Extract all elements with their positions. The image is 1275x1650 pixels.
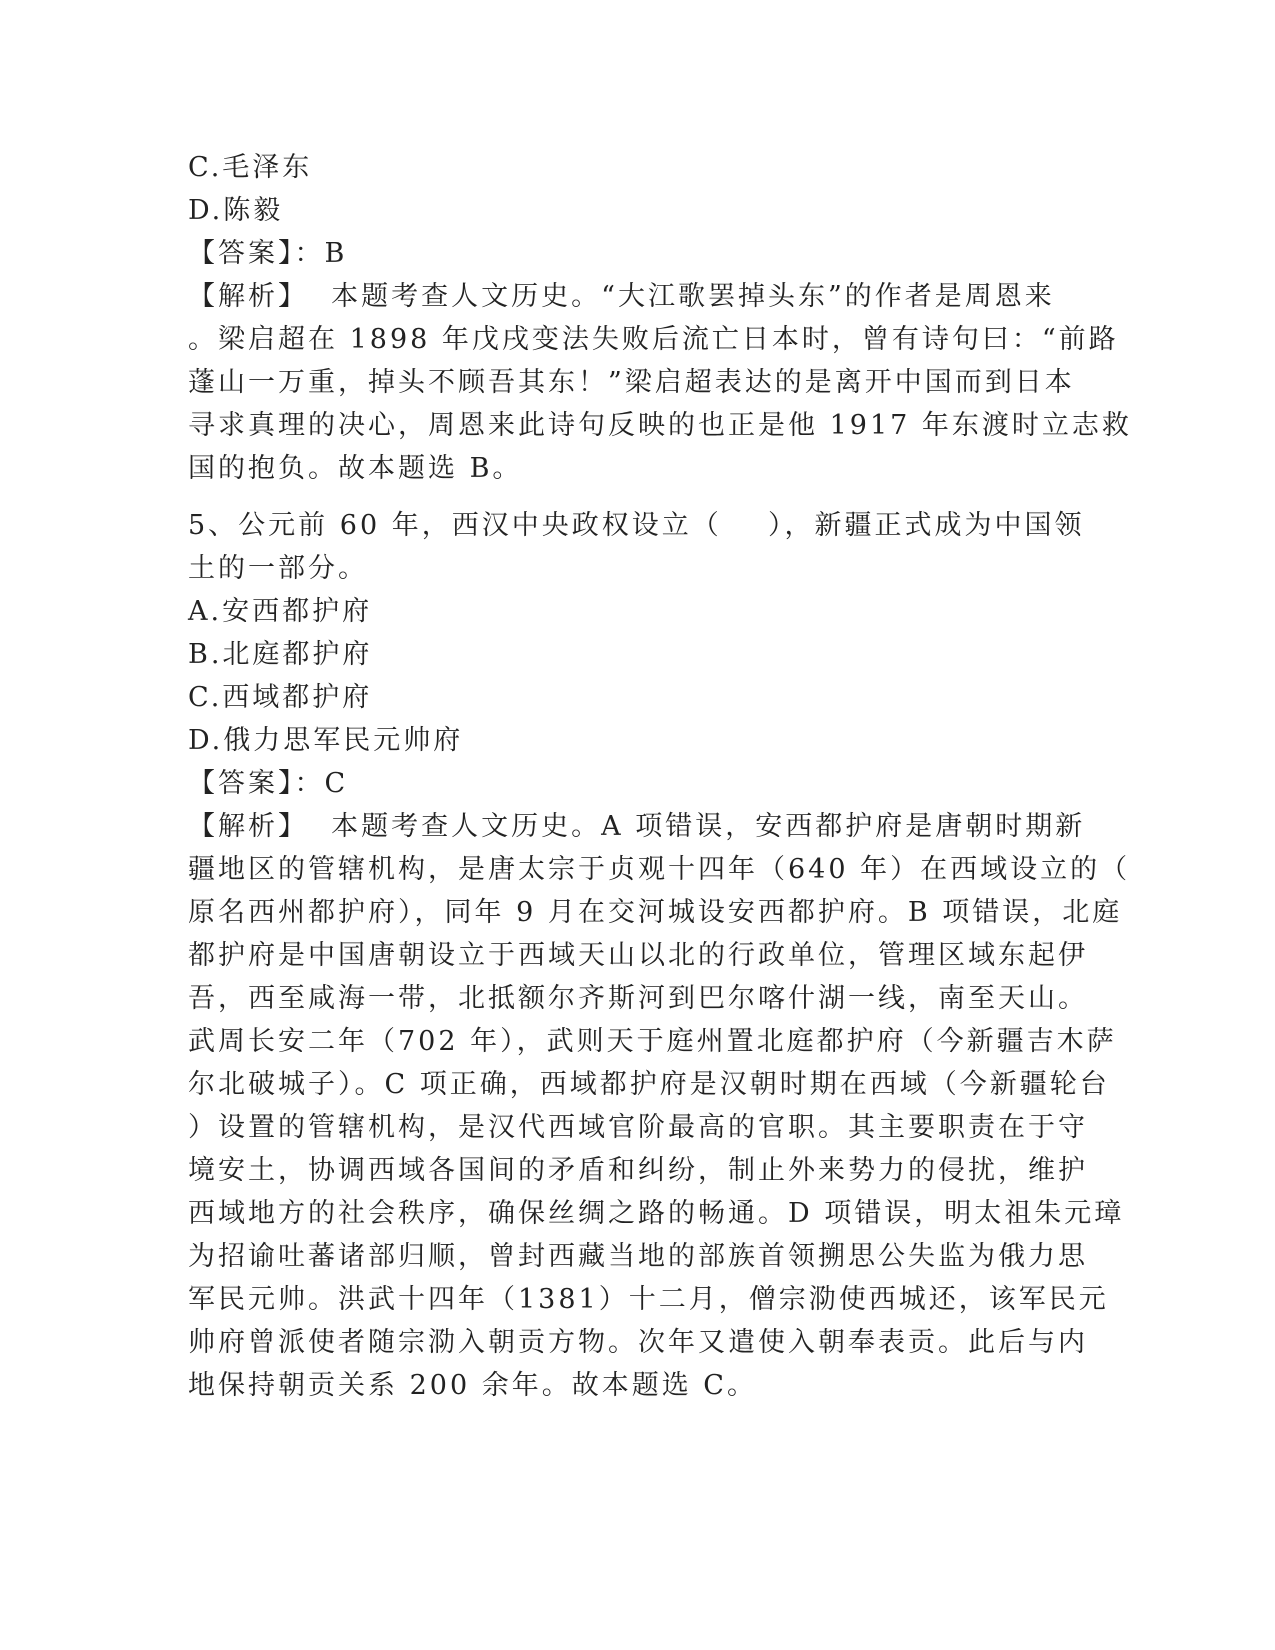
q5-analysis-line: 【解析】 本题考查人文历史。A 项错误，安西都护府是唐朝时期新 xyxy=(188,811,1086,842)
q5-option-d: D.俄力思军民元帅府 xyxy=(188,725,464,756)
q5-analysis-line: 吾，西至咸海一带，北抵额尔齐斯河到巴尔喀什湖一线，南至天山。 xyxy=(188,983,1088,1014)
q5-analysis-line: 都护府是中国唐朝设立于西域天山以北的行政单位，管理区域东起伊 xyxy=(188,940,1088,971)
q4-option-d: D.陈毅 xyxy=(188,195,284,226)
q5-option-a: A.安西都护府 xyxy=(188,596,373,627)
q4-answer: 【答案】：B xyxy=(188,238,348,269)
q5-option-b: B.北庭都护府 xyxy=(188,639,373,670)
q5-question-line: 5、公元前 60 年，西汉中央政权设立（ ），新疆正式成为中国领 xyxy=(188,510,1085,541)
q4-analysis-line: 国的抱负。故本题选 B。 xyxy=(188,453,523,484)
q5-option-c: C.西域都护府 xyxy=(188,682,373,713)
q5-analysis-line: 帅府曾派使者随宗泐入朝贡方物。次年又遣使入朝奉表贡。此后与内 xyxy=(188,1327,1088,1358)
q5-question-line: 土的一部分。 xyxy=(188,553,368,584)
q5-analysis-line: 为招谕吐蕃诸部归顺，曾封西藏当地的部族首领搠思公失监为俄力思 xyxy=(188,1241,1088,1272)
q5-analysis-line: 疆地区的管辖机构，是唐太宗于贞观十四年（640 年）在西域设立的（ xyxy=(188,854,1131,885)
question-spacer xyxy=(188,490,1088,504)
q4-analysis-line: 寻求真理的决心，周恩来此诗句反映的也正是他 1917 年东渡时立志救 xyxy=(188,410,1132,441)
q5-analysis-line: 军民元帅。洪武十四年（1381）十二月，僧宗泐使西城还，该军民元 xyxy=(188,1284,1109,1315)
q5-analysis-line: 西域地方的社会秩序，确保丝绸之路的畅通。D 项错误，明太祖朱元璋 xyxy=(188,1198,1125,1229)
document-page xyxy=(188,146,1132,1407)
q4-option-c: C.毛泽东 xyxy=(188,152,313,183)
q5-answer: 【答案】：C xyxy=(188,768,349,799)
q5-analysis-line: 原名西州都护府），同年 9 月在交河城设安西都护府。B 项错误，北庭 xyxy=(188,897,1123,928)
q4-analysis-line: 蓬山一万重，掉头不顾吾其东！”梁启超表达的是离开中国而到日本 xyxy=(188,367,1075,398)
q5-analysis-line: ）设置的管辖机构，是汉代西域官阶最高的官职。其主要职责在于守 xyxy=(188,1112,1088,1143)
q5-analysis-line: 境安土，协调西域各国间的矛盾和纠纷，制止外来势力的侵扰，维护 xyxy=(188,1155,1088,1186)
q5-analysis-line: 地保持朝贡关系 200 余年。故本题选 C。 xyxy=(188,1370,757,1401)
q4-analysis-line: 。梁启超在 1898 年戊戌变法失败后流亡日本时，曾有诗句曰：“前路 xyxy=(188,324,1119,355)
q5-analysis-line: 尔北破城子）。C 项正确，西域都护府是汉朝时期在西域（今新疆轮台 xyxy=(188,1069,1110,1100)
q5-analysis-line: 武周长安二年（702 年），武则天于庭州置北庭都护府（今新疆吉木萨 xyxy=(188,1026,1117,1057)
q4-analysis-line: 【解析】 本题考查人文历史。“大江歌罢掉头东”的作者是周恩来 xyxy=(188,281,1055,312)
